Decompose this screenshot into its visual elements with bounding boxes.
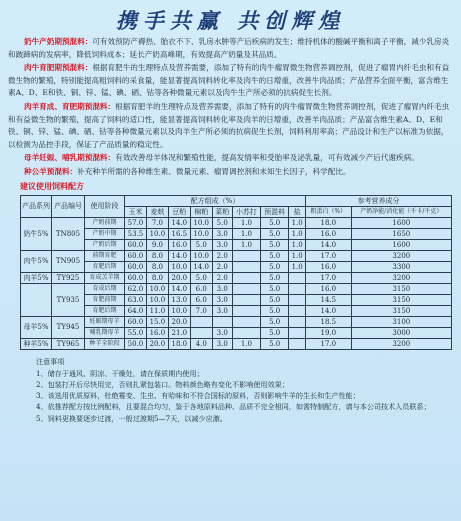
value-cell: 64.0 xyxy=(125,305,147,316)
stage-cell: 产奶中期 xyxy=(85,228,125,239)
value-cell: 3300 xyxy=(351,261,451,272)
stage-cell: 育肥后期 xyxy=(85,305,125,316)
value-cell: 10.0 xyxy=(190,250,212,261)
value-cell: 18.0 xyxy=(306,217,352,228)
header-reference: 参考营养成分 xyxy=(306,195,452,206)
value-cell: 3200 xyxy=(351,338,451,349)
code-cell: TY945 xyxy=(52,316,85,338)
code-cell: TY925 xyxy=(52,272,85,283)
value-cell: 21.0 xyxy=(168,327,190,338)
header-series: 产品系列 xyxy=(21,195,52,217)
stage-cell: 产奶后期 xyxy=(85,239,125,250)
stage-cell: 育成后期 xyxy=(85,283,125,294)
code-cell: TY965 xyxy=(52,338,85,349)
value-cell: 10.0 xyxy=(146,283,168,294)
value-cell: 7.0 xyxy=(146,217,168,228)
value-cell: 18.0 xyxy=(168,338,190,349)
value-cell: 5.0 xyxy=(261,305,289,316)
product-paragraph xyxy=(8,62,453,100)
table-header-row xyxy=(21,195,452,206)
value-cell: 20.0 xyxy=(168,272,190,283)
value-cell: 5.0 xyxy=(261,239,289,250)
paragraph-text: 可有效预防产褥热、胎衣不下、乳房水肿等产后疾病的发生；维持机体的酸碱平衡和离子平衡，减少乳房炎和跛蹄病的发病率，降低饲料成本；延长产奶高峰期，有效提高产奶量及其品质。 xyxy=(8,37,450,59)
product-descriptions xyxy=(8,36,453,179)
table-row xyxy=(21,239,452,250)
value-cell: 6.0 xyxy=(190,283,212,294)
value-cell: 8.0 xyxy=(146,261,168,272)
value-cell: 15.0 xyxy=(146,316,168,327)
value-cell xyxy=(289,327,306,338)
value-cell: 8.0 xyxy=(146,272,168,283)
value-cell: 5.0 xyxy=(261,250,289,261)
header-ingredient: 菜粕 xyxy=(212,206,232,217)
value-cell: 1.0 xyxy=(289,261,306,272)
value-cell xyxy=(289,294,306,305)
value-cell: 60.0 xyxy=(125,261,147,272)
value-cell: 17.0 xyxy=(306,338,352,349)
paragraph-text: 根据育肥羊的生理特点及营养需要，添加了特有的肉牛瘤胃微生物营养调控剂，促进了瘤胃内纤毛虫和有益微生物的繁殖，提高了饲料的适口性，能显著提高饲料转化率及肉羊的日增重，改善羊肉品质；产品富含维生素A、D、E和铁、铜、锌、锰、碘、硒、钴等各种微量元素以及肉羊生产所必须的抗病促生长剂，饲料利用率高；产品设计和生产以标准为依据，以检测为品控手段，保证了产品质量的稳定性。 xyxy=(8,101,450,149)
paragraph-text: 根据育肥牛的生理特点及营养需要，添加了特有的肉牛瘤胃微生物营养调控剂，促进了瘤胃内纤毛虫和有益微生物的繁殖，特别能提高粗饲料的采食量，能显著提高饲料转化率及肉牛的日增重，改善牛肉品质；产品营养全面平衡，富含维生素A、D、E和铁、铜、锌、锰、碘、硒、钴等各种微量元素以及肉牛生产所必须的抗病促生长剂。 xyxy=(8,63,450,98)
value-cell: 20.0 xyxy=(146,338,168,349)
value-cell: 14.0 xyxy=(168,250,190,261)
table-row xyxy=(21,217,452,228)
value-cell xyxy=(232,283,260,294)
header-ingredient: 预混料 xyxy=(261,206,289,217)
value-cell: 10.0 xyxy=(146,294,168,305)
value-cell: 1650 xyxy=(351,228,451,239)
value-cell: 14.0 xyxy=(306,239,352,250)
value-cell: 2.0 xyxy=(212,272,232,283)
value-cell: 16.0 xyxy=(306,283,352,294)
code-cell: TN805 xyxy=(52,217,85,250)
table-row xyxy=(21,327,452,338)
value-cell: 8.0 xyxy=(146,250,168,261)
table-row xyxy=(21,305,452,316)
series-cell: 奶牛5% xyxy=(21,217,52,250)
value-cell: 16.0 xyxy=(146,327,168,338)
value-cell: 6.0 xyxy=(190,294,212,305)
value-cell: 5.0 xyxy=(261,261,289,272)
headline: 携手共赢 共创辉煌 xyxy=(115,9,346,33)
value-cell: 16.0 xyxy=(306,261,352,272)
header-ingredient: 玉米 xyxy=(125,206,147,217)
stage-cell: 前期育肥 xyxy=(85,250,125,261)
value-cell: 11.0 xyxy=(146,305,168,316)
stage-cell: 妊娠期母羊 xyxy=(85,316,125,327)
value-cell: 1.0 xyxy=(232,228,260,239)
paragraph-text: 有效改善母羊体况和繁殖性能，提高发情率和受胎率及泌乳量，可有效减少产后代谢疾病。 xyxy=(115,153,419,163)
product-paragraph xyxy=(8,152,453,165)
value-cell: 3.0 xyxy=(212,228,232,239)
section-title: 建议使用饲料配方 xyxy=(20,181,84,191)
value-cell: 5.0 xyxy=(261,283,289,294)
value-cell: 5.0 xyxy=(261,338,289,349)
value-cell: 10.0 xyxy=(190,217,212,228)
header-code: 产品编号 xyxy=(52,195,85,217)
paragraph-label: 肉牛育肥期预混料： xyxy=(24,63,93,73)
value-cell: 5.0 xyxy=(212,217,232,228)
note-item: 3、该选用优质原料，杜绝霉变、生虫、有哈味和不符合国标的原料，否则影响牛羊的生长和生产性能； xyxy=(36,391,360,401)
header-ingredient: 小苏打 xyxy=(232,206,260,217)
stage-cell: 哺乳期母羊 xyxy=(85,327,125,338)
paragraph-label: 种公羊预混料： xyxy=(24,166,78,176)
value-cell: 3.0 xyxy=(212,294,232,305)
value-cell: 20.0 xyxy=(168,316,190,327)
value-cell: 60.0 xyxy=(125,272,147,283)
value-cell: 5.0 xyxy=(261,294,289,305)
header-nutrient: 粗蛋白（%） xyxy=(306,206,352,217)
feed-formula-table xyxy=(20,195,452,350)
value-cell: 1.0 xyxy=(232,338,260,349)
value-cell: 60.0 xyxy=(125,239,147,250)
series-cell xyxy=(21,283,52,316)
value-cell xyxy=(232,250,260,261)
value-cell: 14.0 xyxy=(190,261,212,272)
table-row xyxy=(21,272,452,283)
stage-cell: 育成羔羊期 xyxy=(85,272,125,283)
value-cell: 60.0 xyxy=(125,250,147,261)
value-cell xyxy=(232,327,260,338)
value-cell: 16.5 xyxy=(168,228,190,239)
header-ingredient: 盐 xyxy=(289,206,306,217)
value-cell xyxy=(289,272,306,283)
paragraph-text: 补充种羊所需的各种维生素、微量元素、瘤胃调控剂和未知生长因子，科学配比。 xyxy=(77,166,351,176)
value-cell: 14.5 xyxy=(306,294,352,305)
value-cell: 16.0 xyxy=(168,239,190,250)
value-cell: 1.0 xyxy=(289,250,306,261)
table-body xyxy=(21,217,452,349)
value-cell: 1.0 xyxy=(289,239,306,250)
value-cell xyxy=(232,272,260,283)
value-cell: 3.0 xyxy=(212,283,232,294)
note-item: 5、饲料更换要逐步过渡，一般过渡期5—7天，以减少应激。 xyxy=(36,413,227,423)
value-cell: 5.0 xyxy=(190,272,212,283)
table-row xyxy=(21,316,452,327)
value-cell: 1.0 xyxy=(232,217,260,228)
table-row xyxy=(21,338,452,349)
value-cell: 1.0 xyxy=(289,228,306,239)
value-cell xyxy=(212,316,232,327)
value-cell: 10.0 xyxy=(168,305,190,316)
value-cell: 57.0 xyxy=(125,217,147,228)
value-cell: 13.0 xyxy=(168,294,190,305)
code-cell: TN905 xyxy=(52,250,85,272)
note-item: 4、依推荐配方按比例配料，且要混合均匀，鉴于各地原料品种、品质不完全相同，如需特制配方，请与本公司技术人员联系； xyxy=(36,402,431,412)
value-cell: 2.0 xyxy=(212,261,232,272)
value-cell: 17.0 xyxy=(306,250,352,261)
stage-cell: 种羊全阶段 xyxy=(85,338,125,349)
value-cell: 3000 xyxy=(351,327,451,338)
value-cell: 3150 xyxy=(351,283,451,294)
value-cell: 5.0 xyxy=(261,316,289,327)
value-cell xyxy=(289,338,306,349)
value-cell: 19.0 xyxy=(306,327,352,338)
value-cell: 5.0 xyxy=(261,228,289,239)
value-cell: 4.0 xyxy=(190,338,212,349)
value-cell: 10.0 xyxy=(190,228,212,239)
value-cell: 62.0 xyxy=(125,283,147,294)
value-cell: 3200 xyxy=(351,250,451,261)
value-cell: 1600 xyxy=(351,239,451,250)
value-cell: 18.5 xyxy=(306,316,352,327)
series-cell: 肉牛5% xyxy=(21,250,52,272)
table-row xyxy=(21,250,452,261)
product-paragraph xyxy=(8,36,453,61)
table-row xyxy=(21,261,452,272)
stage-cell: 育肥后期 xyxy=(85,261,125,272)
notes-title: 注意事项 xyxy=(36,356,65,366)
table-row xyxy=(21,283,452,294)
paragraph-label: 母羊妊娠、哺乳期预混料： xyxy=(24,153,116,163)
value-cell: 5.0 xyxy=(261,272,289,283)
stage-cell: 产奶前期 xyxy=(85,217,125,228)
code-cell: TY935 xyxy=(52,283,85,316)
header-formula: 配方组成（%） xyxy=(125,195,306,206)
value-cell: 7.0 xyxy=(190,305,212,316)
value-cell: 1.0 xyxy=(289,217,306,228)
value-cell: 14.0 xyxy=(306,305,352,316)
value-cell: 50.0 xyxy=(125,338,147,349)
value-cell xyxy=(232,305,260,316)
value-cell: 5.0 xyxy=(190,239,212,250)
product-paragraph xyxy=(8,166,453,179)
value-cell xyxy=(289,316,306,327)
value-cell: 10.0 xyxy=(146,228,168,239)
value-cell: 3150 xyxy=(351,294,451,305)
paragraph-label: 奶牛产奶期预混料： xyxy=(24,37,93,46)
notes xyxy=(36,356,456,424)
value-cell: 53.5 xyxy=(125,228,147,239)
value-cell: 5.0 xyxy=(261,217,289,228)
value-cell: 17.0 xyxy=(306,272,352,283)
table-row xyxy=(21,294,452,305)
product-paragraph xyxy=(8,101,453,151)
value-cell: 5.0 xyxy=(261,327,289,338)
stage-cell: 育肥前期 xyxy=(85,294,125,305)
value-cell xyxy=(289,305,306,316)
value-cell: 14.0 xyxy=(168,283,190,294)
series-cell: 种羊5% xyxy=(21,338,52,349)
value-cell xyxy=(232,261,260,272)
value-cell: 3150 xyxy=(351,305,451,316)
value-cell xyxy=(190,316,212,327)
note-item: 1、储存于通风、阴凉、干燥处，请在保质期内使用； xyxy=(36,368,204,378)
value-cell: 3.0 xyxy=(212,305,232,316)
value-cell: 1.0 xyxy=(232,239,260,250)
value-cell: 3.0 xyxy=(212,239,232,250)
value-cell xyxy=(190,327,212,338)
header-ingredient: 豆粕 xyxy=(168,206,190,217)
value-cell: 3200 xyxy=(351,272,451,283)
value-cell: 63.0 xyxy=(125,294,147,305)
value-cell: 3100 xyxy=(351,316,451,327)
notes-list xyxy=(36,368,456,424)
value-cell: 1600 xyxy=(351,217,451,228)
value-cell: 3.0 xyxy=(212,327,232,338)
value-cell: 3.0 xyxy=(212,338,232,349)
header-ingredient: 麦麸 xyxy=(146,206,168,217)
paragraph-label: 肉羊育成、育肥期预混料： xyxy=(24,101,116,111)
value-cell xyxy=(289,283,306,294)
note-item: 2、包装打开后尽快用完，否则扎紧包装口。物料颜色略有变化不影响使用效果； xyxy=(36,379,289,389)
value-cell: 55.0 xyxy=(125,327,147,338)
header-nutrient: 产奶净能/消化能（千卡/千克） xyxy=(351,206,451,217)
value-cell: 16.0 xyxy=(306,228,352,239)
value-cell xyxy=(232,294,260,305)
value-cell: 60.0 xyxy=(125,316,147,327)
table-row xyxy=(21,228,452,239)
value-cell: 10.0 xyxy=(168,261,190,272)
value-cell: 2.0 xyxy=(212,250,232,261)
header-ingredient: 棉粕 xyxy=(190,206,212,217)
series-cell: 肉羊5% xyxy=(21,272,52,283)
value-cell xyxy=(232,316,260,327)
value-cell: 14.0 xyxy=(168,217,190,228)
value-cell: 9.0 xyxy=(146,239,168,250)
header-stage: 使用阶段 xyxy=(85,195,125,217)
series-cell: 母羊5% xyxy=(21,316,52,338)
